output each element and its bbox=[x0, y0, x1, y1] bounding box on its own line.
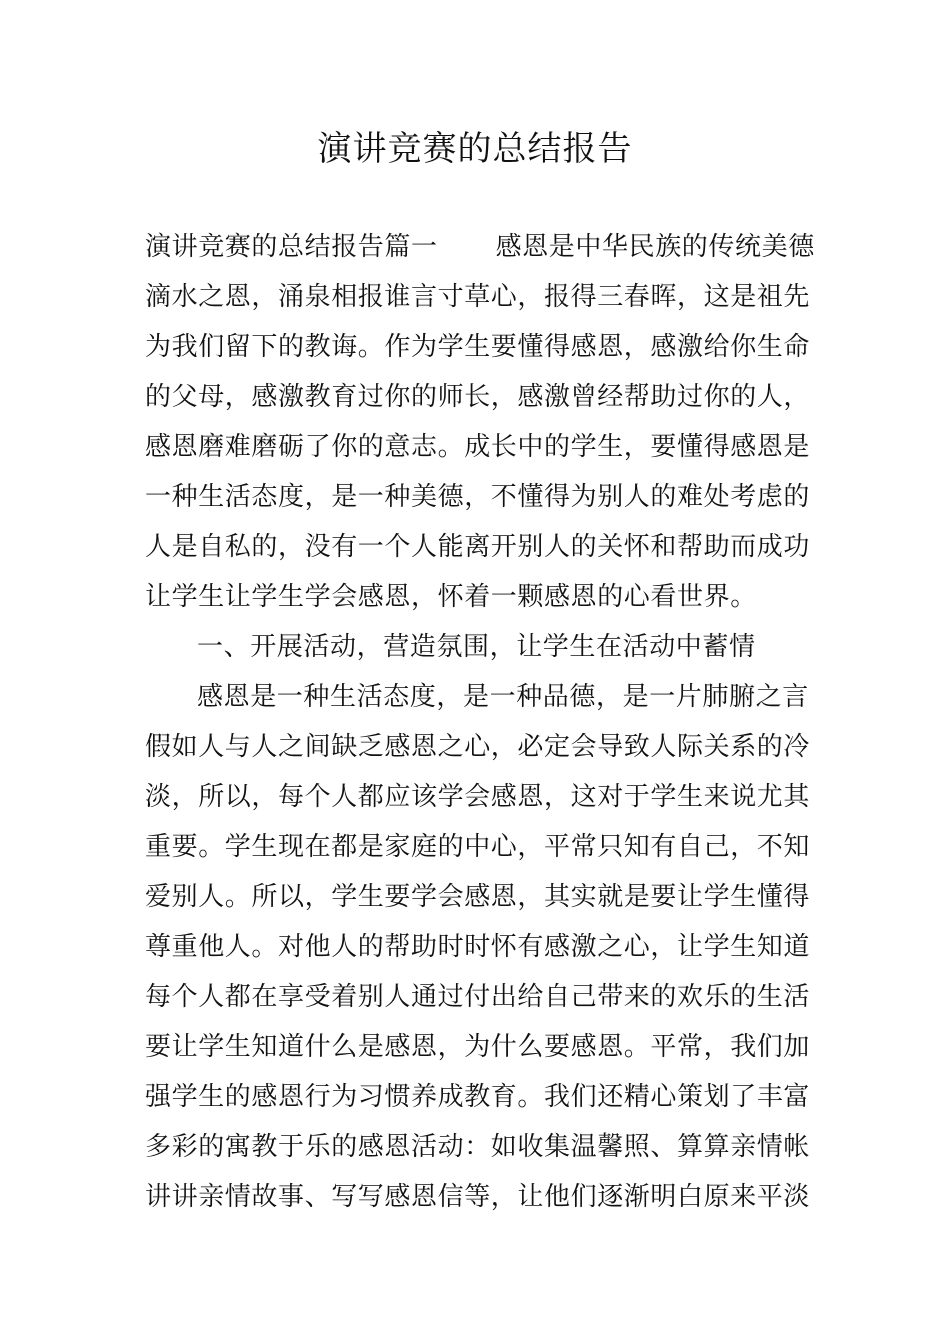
body-line-3: 为我们留下的教诲。作为学生要懂得感恩，感激给你生命 bbox=[145, 332, 811, 362]
body-line-1 bbox=[145, 222, 815, 272]
body-line-5: 感恩磨难磨砺了你的意志。成长中的学生，要懂得感恩是 bbox=[145, 432, 811, 462]
body-line-12: 淡，所以，每个人都应该学会感恩，这对于学生来说尤其 bbox=[145, 782, 811, 812]
body-line-10: 感恩是一种生活态度，是一种品德，是一片肺腑之言 bbox=[197, 682, 809, 712]
subsection-heading: 一、开展活动，营造氛围，让学生在活动中蓄情 bbox=[197, 632, 756, 662]
body-line-16: 每个人都在享受着别人通过付出给自己带来的欢乐的生活 bbox=[145, 982, 811, 1012]
body-line-20: 讲讲亲情故事、写写感恩信等，让他们逐渐明白原来平淡 bbox=[145, 1182, 811, 1212]
document-body bbox=[145, 222, 815, 1222]
body-line-4: 的父母，感激教育过你的师长，感激曾经帮助过你的人， bbox=[145, 382, 811, 412]
body-line-18: 强学生的感恩行为习惯养成教育。我们还精心策划了丰富 bbox=[145, 1082, 811, 1112]
body-line-17: 要让学生知道什么是感恩，为什么要感恩。平常，我们加 bbox=[145, 1032, 811, 1062]
document-title: 演讲竞赛的总结报告 bbox=[317, 129, 633, 169]
body-line-15: 尊重他人。对他人的帮助时时怀有感激之心，让学生知道 bbox=[145, 932, 811, 962]
body-line-6: 一种生活态度，是一种美德，不懂得为别人的难处考虑的 bbox=[145, 482, 811, 512]
body-line-11: 假如人与人之间缺乏感恩之心，必定会导致人际关系的冷 bbox=[145, 732, 811, 762]
body-line-14: 爱别人。所以，学生要学会感恩，其实就是要让学生懂得 bbox=[145, 882, 811, 912]
body-line-8: 让学生让学生学会感恩，怀着一颗感恩的心看世界。 bbox=[145, 582, 757, 612]
section-heading: 演讲竞赛的总结报告篇一 bbox=[145, 232, 438, 262]
body-line-7: 人是自私的，没有一个人能离开别人的关怀和帮助而成功 bbox=[145, 532, 811, 562]
body-line-19: 多彩的寓教于乐的感恩活动：如收集温馨照、算算亲情帐 bbox=[145, 1132, 811, 1162]
paragraph-opening: 感恩是中华民族的传统美德 bbox=[495, 232, 815, 262]
body-line-13: 重要。学生现在都是家庭的中心，平常只知有自己，不知 bbox=[145, 832, 811, 862]
body-line-2: 滴水之恩，涌泉相报谁言寸草心，报得三春晖，这是祖先 bbox=[145, 282, 811, 312]
